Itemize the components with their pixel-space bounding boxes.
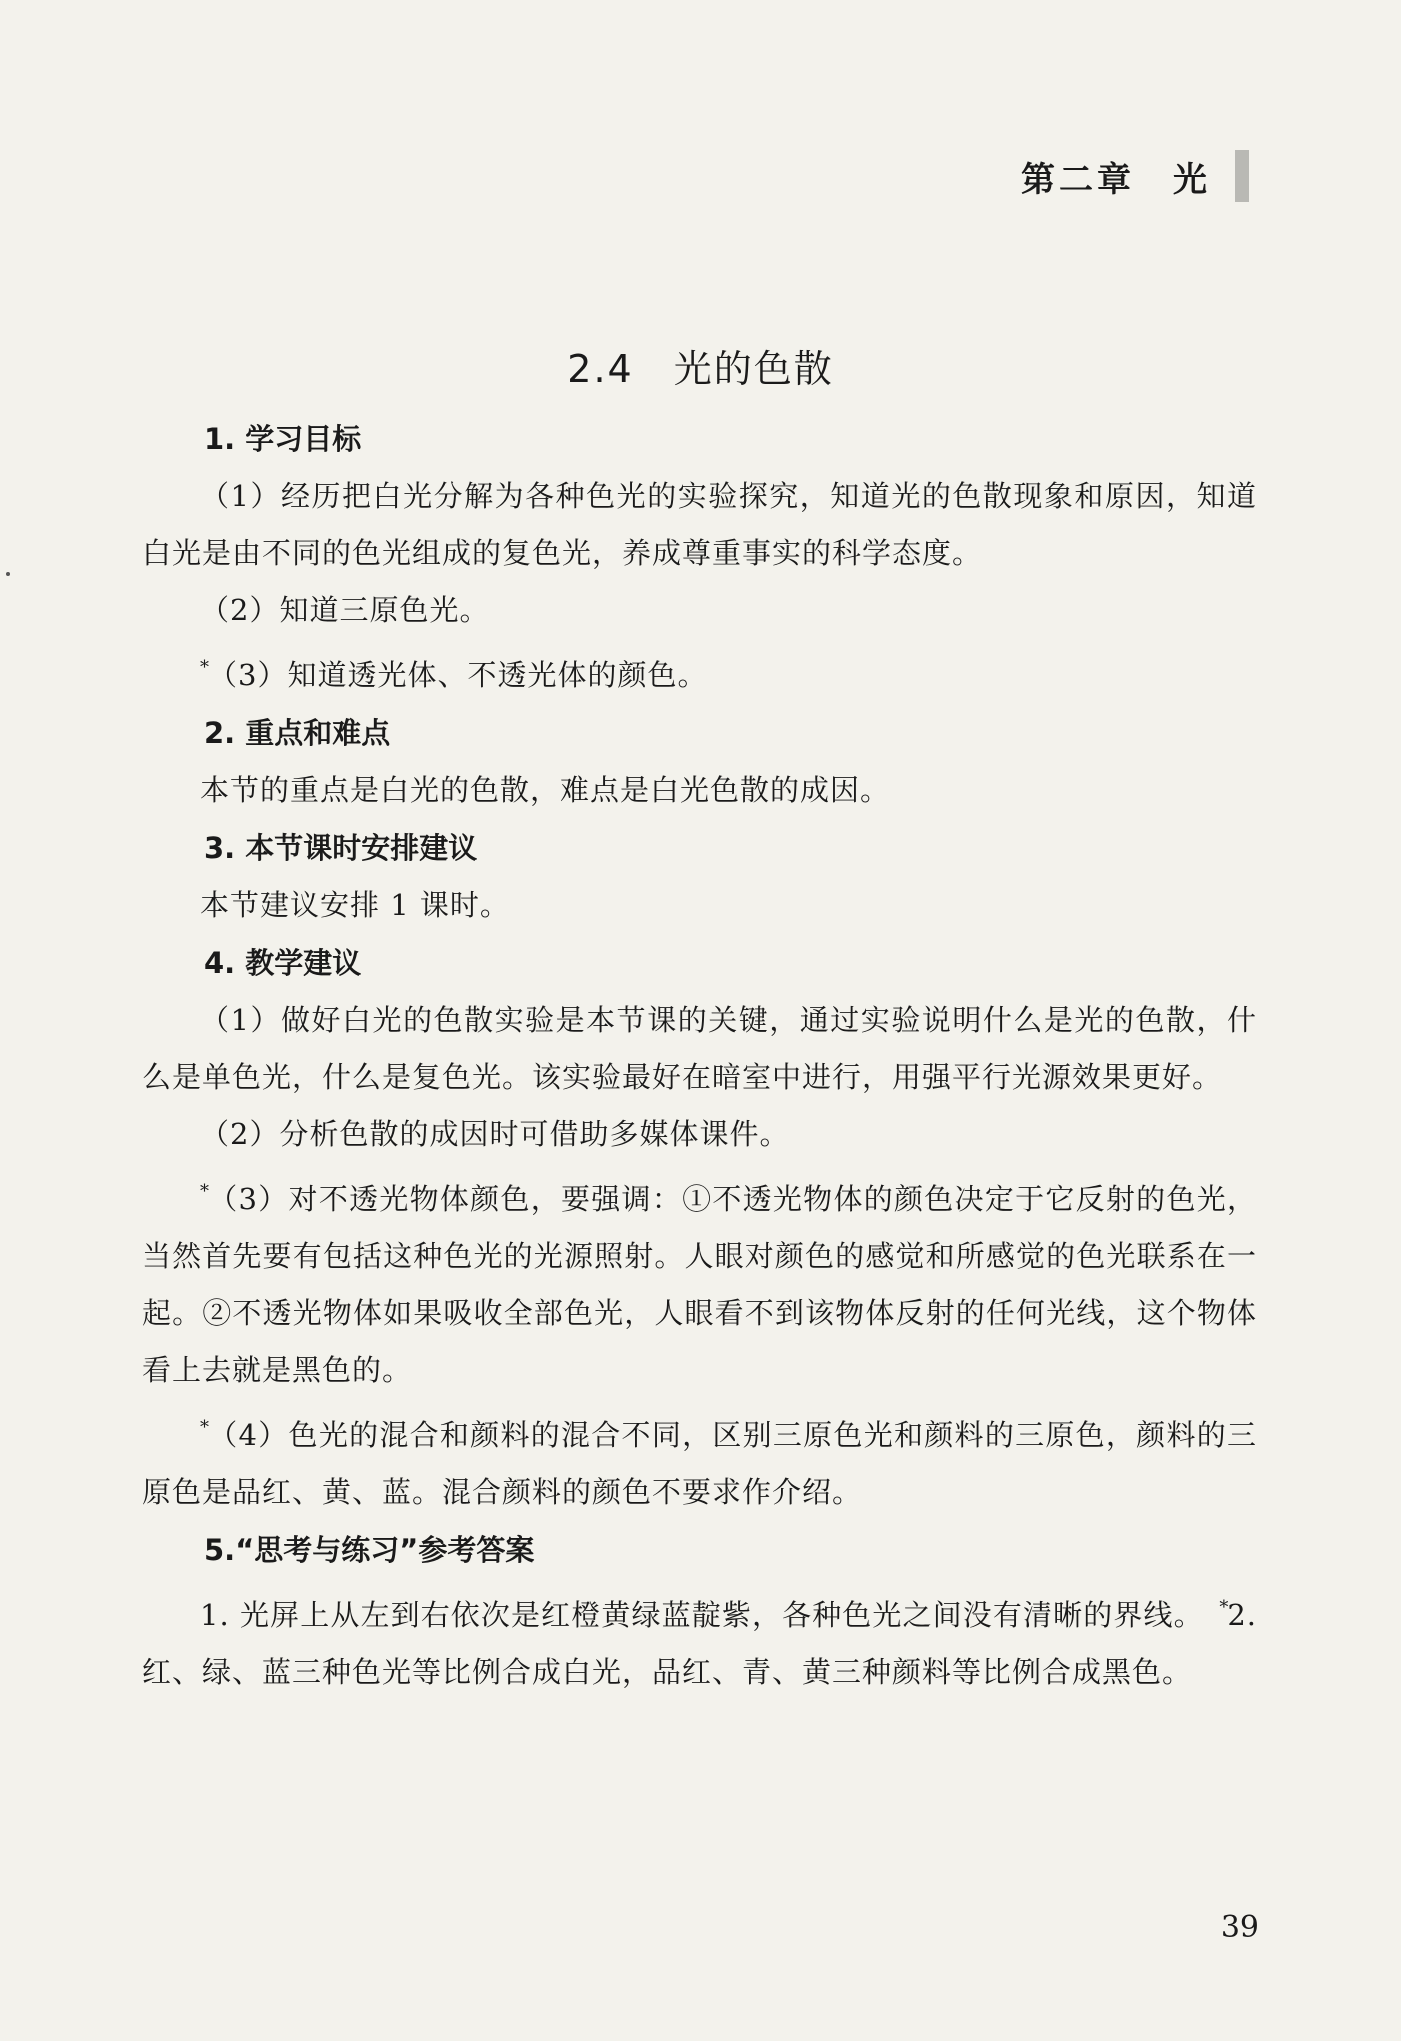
optional-star-mark: * [200, 1417, 210, 1438]
paragraph-advice-1: （1）做好白光的色散实验是本节课的关键，通过实验说明什么是光的色散，什么是单色光，什么是复色光。该实验最好在暗室中进行，用强平行光源效果更好。 [142, 1003, 1257, 1094]
chapter-marker-bar [1235, 150, 1249, 202]
section-content [142, 410, 1257, 1701]
optional-star-mark: * [200, 1181, 210, 1202]
heading-lesson-hours: 3. 本节课时安排建议 [204, 831, 478, 865]
optional-star-mark: * [1219, 1597, 1230, 1618]
page-number: 39 [1220, 1910, 1259, 1945]
paragraph-answers [142, 1579, 1257, 1701]
heading-teaching-advice: 4. 教学建议 [204, 946, 362, 980]
heading-key-points: 2. 重点和难点 [204, 716, 391, 750]
heading-learning-goals: 1. 学习目标 [204, 422, 362, 456]
paragraph-goal-1: （1）经历把白光分解为各种色光的实验探究，知道光的色散现象和原因，知道白光是由不同的色光组成的复色光，养成尊重事实的科学态度。 [142, 479, 1257, 570]
paragraph-advice-3 [142, 1163, 1257, 1399]
section-title: 2.4 光的色散 [567, 347, 834, 391]
paragraph-advice-4 [142, 1399, 1257, 1521]
paragraph-advice-4-text: （4）色光的混合和颜料的混合不同，区别三原色光和颜料的三原色，颜料的三原色是品红、黄、蓝。混合颜料的颜色不要求作介绍。 [142, 1418, 1257, 1509]
answer-1: 1. 光屏上从左到右依次是红橙黄绿蓝靛紫，各种色光之间没有清晰的界线。 [200, 1598, 1190, 1632]
paragraph-advice-3-text: （3）对不透光物体颜色，要强调：①不透光物体的颜色决定于它反射的色光，当然首先要有包括这种色光的光源照射。人眼对颜色的感觉和所感觉的色光联系在一起。②不透光物体如果吸收全部色光，人眼看不到该物体反射的任何光线，这个物体看上去就是黑色的。 [142, 1182, 1257, 1387]
answer-2: 2. 红、绿、蓝三种色光等比例合成白光，品红、青、黄三种颜料等比例合成黑色。 [142, 1598, 1257, 1689]
margin-dot [6, 572, 10, 576]
paragraph-lesson-hours: 本节建议安排 1 课时。 [200, 888, 510, 922]
paragraph-goal-2: （2）知道三原色光。 [200, 593, 490, 627]
chapter-title: 第二章 光 [1021, 159, 1211, 200]
paragraph-key-points: 本节的重点是白光的色散，难点是白光色散的成因。 [200, 773, 891, 807]
paragraph-goal-3 [142, 639, 1257, 704]
optional-star-mark: * [200, 657, 210, 678]
chapter-header [1021, 150, 1249, 202]
paragraph-advice-2: （2）分析色散的成因时可借助多媒体课件。 [200, 1117, 790, 1151]
paragraph-goal-3-text: （3）知道透光体、不透光体的颜色。 [208, 658, 708, 692]
heading-answers: 5.“思考与练习”参考答案 [204, 1533, 535, 1567]
